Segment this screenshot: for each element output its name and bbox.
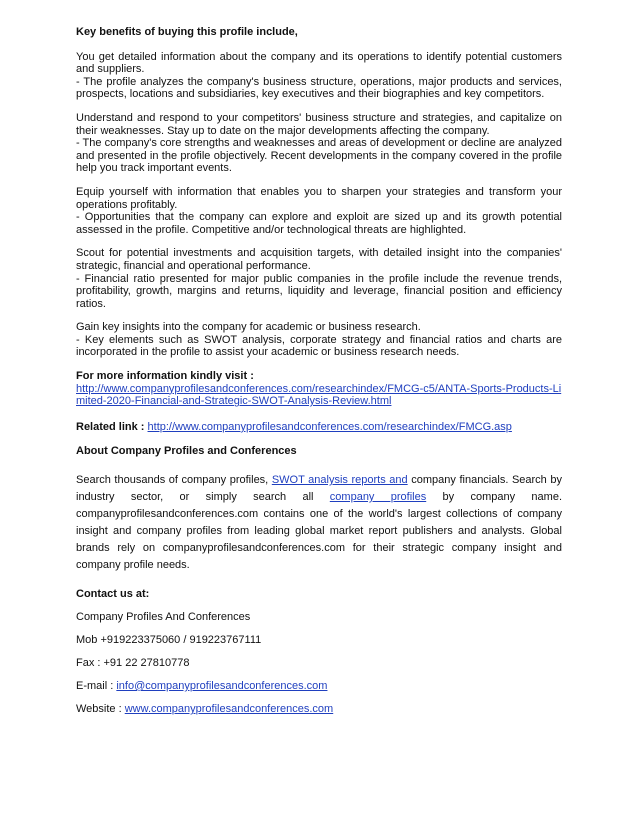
- website-label: Website :: [76, 703, 125, 715]
- benefits-section: [76, 26, 562, 444]
- more-info-link[interactable]: http://www.companyprofilesandconferences.com/researchindex/FMCG-c5/ANTA-Sports-Products-Limited-2020-Financial-and-Strategic-SWOT-Analysis-Review.html: [76, 382, 562, 408]
- contact-heading: Contact us at:: [76, 588, 150, 600]
- about-text: Search thousands of company profiles,: [76, 474, 272, 486]
- email-label: E-mail :: [76, 680, 117, 692]
- about-text: company financials. Search by industry sector, or simply search all: [76, 474, 562, 503]
- benefits-heading: Key benefits of buying this profile include,: [76, 26, 298, 38]
- about-section: [76, 443, 562, 724]
- email-link[interactable]: info@companyprofilesandconferences.com: [116, 680, 328, 692]
- mobile-number: Mob +919223375060 / 919223767111: [76, 634, 262, 646]
- email-line: [76, 678, 562, 695]
- benefit-paragraph: Understand and respond to your competitors' business structure and strategies, and capitalize on their weaknesses. Stay up to date on the major developments affecting the company.: [76, 111, 562, 137]
- benefit-paragraph: - The profile analyzes the company's business structure, operations, major products and services, prospects, locations and subsidiaries, key executives and their biographies and key competitors.: [76, 75, 562, 101]
- swot-link[interactable]: SWOT analysis reports and: [271, 474, 408, 486]
- website-link[interactable]: www.companyprofilesandconferences.com: [124, 703, 334, 715]
- about-text: by company name. companyprofilesandconferences.com contains one of the world's largest collections of company insight and company profiles from leading global market report publishers and analysts. Global brands rely on companyprofilesandconferences.com for their strategic company insight and company profile needs.: [76, 491, 562, 571]
- benefit-paragraph: - Key elements such as SWOT analysis, corporate strategy and financial ratios and charts are incorporated in the profile to assist your academic or business research needs.: [76, 333, 562, 359]
- benefit-paragraph: - Opportunities that the company can explore and exploit are sized up and its growth potential assessed in the profile. Competitive and/or technological threats are highlighted.: [76, 211, 562, 236]
- company-name: Company Profiles And Conferences: [76, 611, 251, 623]
- benefit-paragraph: - Financial ratio presented for major public companies in the profile include the revenue trends, profitability, growth, margins and returns, liquidity and leverage, financial position and efficiency ratios.: [76, 272, 562, 310]
- more-info-label: For more information kindly visit :: [76, 370, 254, 383]
- benefit-paragraph: You get detailed information about the company and its operations to identify potential customers and suppliers.: [76, 50, 562, 76]
- benefit-paragraph: - The company's core strengths and weaknesses and areas of development or decline are analyzed and presented in the profile objectively. Recent developments in the company covered in the profile help you track important events.: [76, 137, 562, 175]
- website-line: [76, 701, 562, 718]
- company-profiles-link[interactable]: company profiles: [329, 491, 427, 503]
- benefit-paragraph: Equip yourself with information that enables you to sharpen your strategies and transform your operations profitably.: [76, 185, 562, 211]
- contact-section: [76, 586, 562, 718]
- benefit-paragraph: Gain key insights into the company for academic or business research.: [76, 321, 421, 334]
- fax-number: Fax : +91 22 27810778: [76, 657, 190, 669]
- related-link[interactable]: http://www.companyprofilesandconferences.com/researchindex/FMCG.asp: [147, 420, 512, 433]
- about-heading: About Company Profiles and Conferences: [76, 445, 297, 457]
- benefit-paragraph: Scout for potential investments and acquisition targets, with detailed insight into the companies' strategic, financial and operational performance.: [76, 247, 562, 272]
- related-link-label: Related link :: [76, 420, 145, 433]
- about-paragraph: [76, 472, 562, 574]
